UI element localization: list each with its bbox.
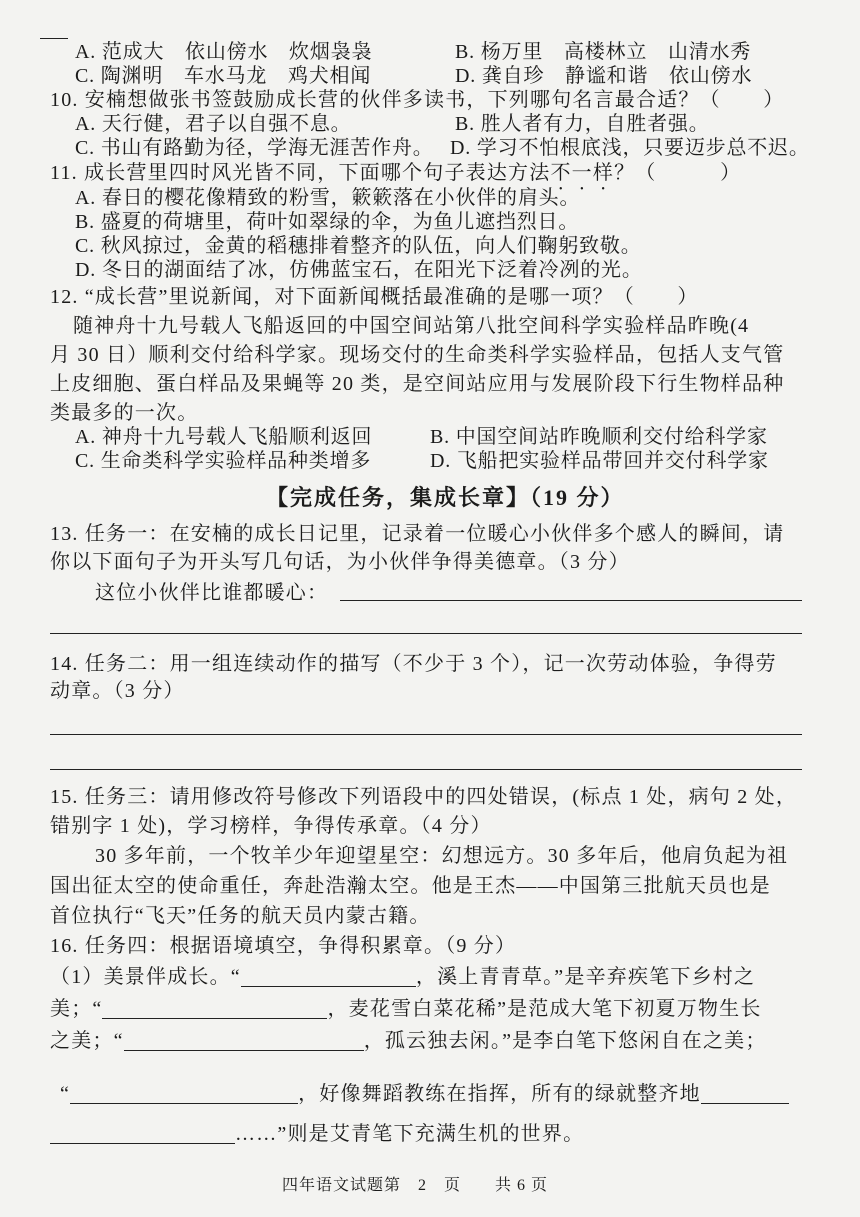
q12-passage-line: 上皮细胞、蛋白样品及果蝇等 20 类，是空间站应用与发展阶段下行生物样品种 [50, 373, 785, 395]
fill-text: （1）美景伴成长。“ [50, 966, 241, 988]
q12-passage-line: 随神舟十九号载人飞船返回的中国空间站第八批空间科学实验样品昨晚(4 [73, 315, 750, 337]
answer-line [50, 633, 802, 634]
answer-blank [124, 1032, 364, 1051]
q14-stem-line: 14. 任务二：用一组连续动作的描写（不少于 3 个），记一次劳动体验，争得劳 [50, 653, 777, 675]
answer-blank [102, 1000, 327, 1019]
q10-stem: 10. 安楠想做张书签鼓励成长营的伙伴多读书，下列哪句名言最合适？（ ） [50, 89, 785, 111]
q12-option-c: C. 生命类科学实验样品种类增多 [75, 450, 372, 472]
q11-stem-emphasis: 不一样 [550, 162, 615, 184]
q15-passage-line: 首位执行“飞天”任务的航天员内蒙古籍。 [50, 905, 431, 927]
q15-stem-line: 15. 任务三：请用修改符号修改下列语段中的四处错误，(标点 1 处，病句 2 处， [50, 786, 798, 808]
fill-text: 美；“ [50, 998, 103, 1020]
q9-option-b: B. 杨万里 高楼林立 山清水秀 [455, 41, 752, 63]
q15-passage-line: 国出征太空的使命重任，奔赴浩瀚太空。他是王杰——中国第三批航天员也是 [50, 875, 771, 897]
q11-option-d: D. 冬日的湖面结了冰，仿佛蓝宝石，在阳光下泛着冷冽的光。 [75, 259, 643, 281]
q16-stem: 16. 任务四：根据语境填空，争得积累章。（9 分） [50, 935, 517, 957]
page-footer: 四年语文试题第 2 页 共 6 页 [282, 1177, 549, 1194]
q11-option-a: A. 春日的樱花像精致的粉雪，簌簌落在小伙伴的肩头。 [75, 187, 581, 209]
q9-option-c: C. 陶渊明 车水马龙 鸡犬相闻 [75, 65, 372, 87]
q13-prompt: 这位小伙伴比谁都暖心： [95, 582, 329, 604]
q11-stem-text: 11. 成长营里四时风光皆不同，下面哪个句子表达方法 [50, 162, 551, 184]
q13-stem-line: 13. 任务一：在安楠的成长日记里，记录着一位暖心小伙伴多个感人的瞬间，请 [50, 523, 785, 545]
answer-blank [70, 1085, 298, 1104]
q15-passage-line: 30 多年前，一个牧羊少年迎望星空：幻想远方。30 多年后，他肩负起为祖 [95, 845, 789, 867]
fill-text: ，孤云独去闲。”是李白笔下悠闲自在之美； [363, 1030, 767, 1052]
q15-stem-line: 错别字 1 处)，学习榜样，争得传承章。（4 分） [50, 815, 492, 837]
scan-mark [40, 38, 68, 39]
fill-text: ……”则是艾青笔下充满生机的世界。 [235, 1123, 585, 1145]
q10-option-b: B. 胜人者有力，自胜者强。 [455, 113, 710, 135]
answer-blank [50, 1125, 235, 1144]
q10-option-d: D. 学习不怕根底浅，只要迈步总不迟。 [450, 137, 810, 159]
q10-option-a: A. 天行健，君子以自强不息。 [75, 113, 352, 135]
fill-text: ，麦花雪白菜花稀”是范成大笔下初夏万物生长 [327, 998, 762, 1020]
q12-option-d: D. 飞船把实验样品带回并交付科学家 [430, 450, 769, 472]
q9-option-a: A. 范成大 依山傍水 炊烟袅袅 [75, 41, 373, 63]
q12-option-a: A. 神舟十九号载人飞船顺利返回 [75, 426, 373, 448]
fill-text: ，好像舞蹈教练在指挥，所有的绿就整齐地 [298, 1083, 701, 1105]
q12-passage-line: 类最多的一次。 [50, 402, 199, 424]
answer-line [50, 769, 802, 770]
q16-part1-line [50, 965, 755, 989]
q12-stem: 12. “成长营”里说新闻，对下面新闻概括最准确的是哪一项？（ ） [50, 286, 699, 308]
q16-part1-line [50, 1029, 767, 1053]
answer-line [50, 734, 802, 735]
answer-line [340, 600, 802, 601]
q11-option-c: C. 秋风掠过，金黄的稻穗排着整齐的队伍，向人们鞠躬致敬。 [75, 235, 642, 257]
q11-option-b: B. 盛夏的荷塘里，荷叶如翠绿的伞，为鱼儿遮挡烈日。 [75, 211, 580, 233]
q16-part1-line [50, 997, 762, 1021]
fill-text: ，溪上青青草。”是辛弃疾笔下乡村之 [415, 966, 756, 988]
q12-option-b: B. 中国空间站昨晚顺利交付给科学家 [430, 426, 768, 448]
answer-blank [241, 968, 416, 987]
q14-stem-line: 动章。（3 分） [50, 680, 185, 702]
answer-blank [701, 1085, 789, 1104]
q10-option-c: C. 书山有路勤为径，学海无涯苦作舟。 [75, 137, 434, 159]
q16-part1-line [50, 1122, 584, 1146]
q12-passage-line: 月 30 日）顺利交付给科学家。现场交付的生命类科学实验样品，包括人支气管 [50, 344, 785, 366]
q16-part1-line [60, 1082, 789, 1106]
q13-stem-line: 你以下面句子为开头写几句话，为小伙伴争得美德章。（3 分） [50, 551, 630, 573]
section-title: 【完成任务，集成长章】（19 分） [266, 485, 625, 510]
q9-option-d: D. 龚自珍 静谧和谐 依山傍水 [455, 65, 753, 87]
fill-text: “ [60, 1083, 71, 1105]
fill-text: 之美；“ [50, 1030, 124, 1052]
q11-stem-tail: ？（ ） [614, 162, 742, 184]
